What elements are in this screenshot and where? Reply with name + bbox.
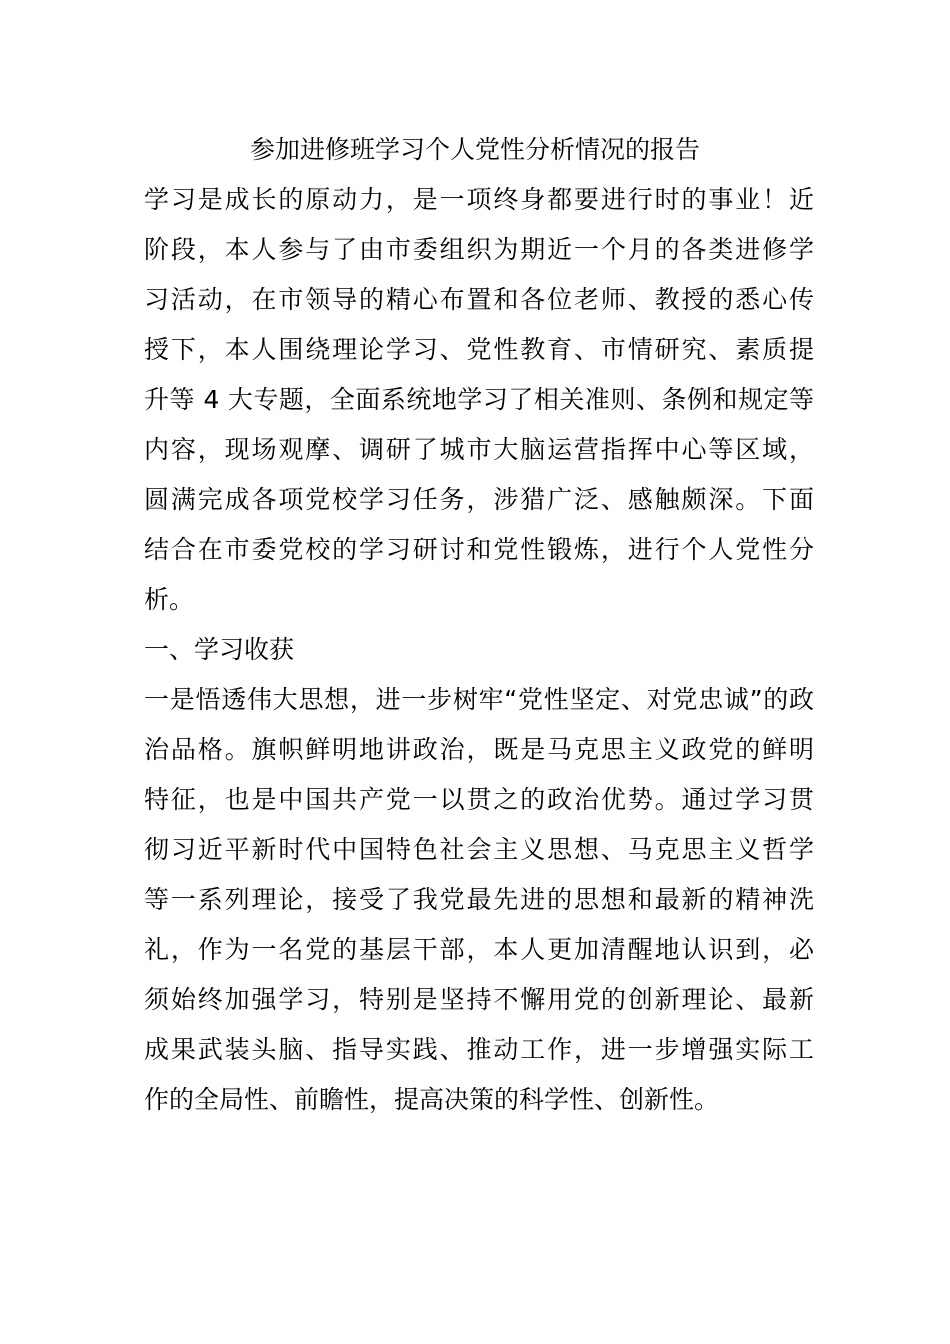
paragraph-line: 学习是成长的原动力，是一项终身都要进行时的事业！近 xyxy=(144,185,814,214)
paragraph-line: 结合在市委党校的学习研讨和党性锻炼，进行个人党性分 xyxy=(144,535,814,564)
paragraph-line: 习活动，在市领导的精心布置和各位老师、教授的悉心传 xyxy=(144,285,814,314)
paragraph-line: 彻习近平新时代中国特色社会主义思想、马克思主义哲学 xyxy=(144,835,814,864)
document-title: 参加进修班学习个人党性分析情况的报告 xyxy=(249,135,700,164)
paragraph-line: 圆满完成各项党校学习任务，涉猎广泛、感触颇深。下面 xyxy=(144,485,814,514)
section-heading: 一、学习收获 xyxy=(144,635,295,664)
paragraph-line: 成果武装头脑、指导实践、推动工作，进一步增强实际工 xyxy=(144,1035,814,1064)
paragraph-line: 作的全局性、前瞻性，提高决策的科学性、创新性。 xyxy=(144,1085,720,1114)
paragraph-line: 须始终加强学习，特别是坚持不懈用党的创新理论、最新 xyxy=(144,985,814,1014)
paragraph-line: 等一系列理论，接受了我党最先进的思想和最新的精神洗 xyxy=(144,885,814,914)
paragraph-line: 析。 xyxy=(144,585,195,614)
paragraph-line: 治品格。旗帜鲜明地讲政治，既是马克思主义政党的鲜明 xyxy=(144,735,814,764)
paragraph-line: 阶段，本人参与了由市委组织为期近一个月的各类进修学 xyxy=(144,235,814,264)
paragraph-line: 授下，本人围绕理论学习、党性教育、市情研究、素质提 xyxy=(144,335,814,364)
paragraph-line: 升等 4 大专题，全面系统地学习了相关准则、条例和规定等 xyxy=(144,385,814,414)
paragraph-line: 特征，也是中国共产党一以贯之的政治优势。通过学习贯 xyxy=(144,785,814,814)
paragraph-line: 礼，作为一名党的基层干部，本人更加清醒地认识到，必 xyxy=(144,935,814,964)
paragraph-line: 一是悟透伟大思想，进一步树牢“党性坚定、对党忠诚”的政 xyxy=(144,685,814,714)
paragraph-line: 内容，现场观摩、调研了城市大脑运营指挥中心等区域， xyxy=(144,435,814,464)
